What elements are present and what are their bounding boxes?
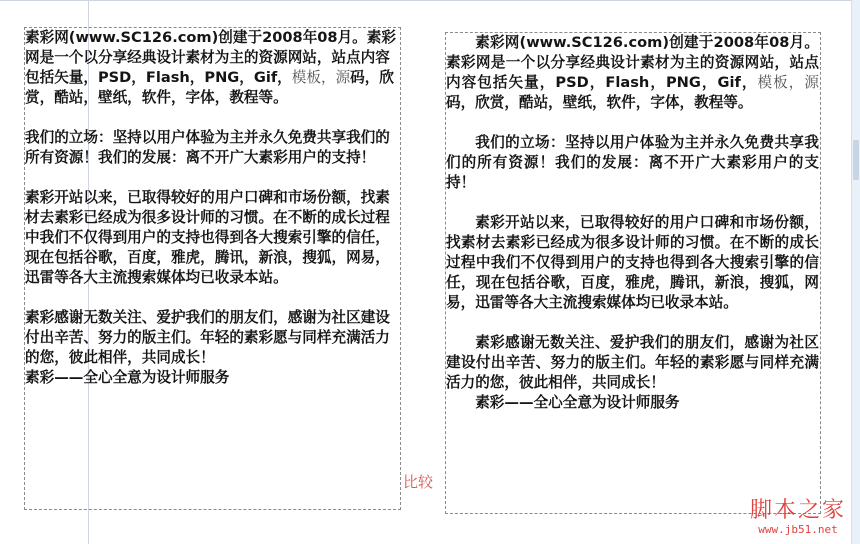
right-paragraph-gap xyxy=(446,313,819,333)
right-paragraph-3: 素彩开站以来，已取得较好的用户口碑和市场份额，找素材去素彩已经成为很多设计师的习惯。在不断的成长过程中我们不仅得到用户的支持也得到各大搜索引擎的信任，现在包括谷歌，百度，雅虎，腾讯，新浪，搜狐，网易，迅雷等各大主流搜索媒体均已收录本站。 xyxy=(446,214,819,311)
right-p1-text-b: 码，欣赏，酷站，壁纸，软件，字体，教程等。 xyxy=(446,94,753,111)
scrollbar-thumb[interactable] xyxy=(853,140,859,180)
right-p1-text-light: 模板，源 xyxy=(757,74,819,91)
canvas-guide-top xyxy=(0,0,860,1)
left-paragraph-5: 素彩——全心全意为设计师服务 xyxy=(25,369,230,386)
left-paragraph-1 xyxy=(25,28,398,108)
site-watermark xyxy=(750,498,846,536)
right-paragraph-1 xyxy=(446,33,819,113)
right-paragraph-2: 我们的立场：坚持以用户体验为主并永久免费共享我们的所有资源！我们的发展：离不开广大素彩用户的支持！ xyxy=(446,134,819,191)
vertical-scrollbar[interactable] xyxy=(851,0,860,544)
left-text-frame[interactable] xyxy=(24,27,401,510)
right-p1-text-a: 素彩网(www.SC126.com)创建于2008年08月。素彩网是一个以分享经典设计素材为主的资源网站，站点内容包括矢量，PSD，Flash，PNG，Gif， xyxy=(446,34,819,91)
compare-label: 比较 xyxy=(403,473,434,491)
left-paragraph-2: 我们的立场：坚持以用户体验为主并永久免费共享我们的所有资源！我们的发展：离不开广大素彩用户的支持！ xyxy=(25,129,390,166)
left-paragraph-4: 素彩感谢无数关注、爱护我们的朋友们，感谢为社区建设付出辛苦、努力的版主们。年轻的素彩愿与同样充满活力的您，彼此相伴，共同成长！ xyxy=(25,309,390,366)
right-paragraph-5: 素彩——全心全意为设计师服务 xyxy=(475,394,680,411)
right-text-frame[interactable] xyxy=(445,32,821,514)
left-paragraph-gap xyxy=(25,288,398,308)
left-paragraph-3: 素彩开站以来，已取得较好的用户口碑和市场份额，找素材去素彩已经成为很多设计师的习惯。在不断的成长过程中我们不仅得到用户的支持也得到各大搜索引擎的信任，现在包括谷歌，百度，雅虎，腾讯，新浪，搜狐，网易，迅雷等各大主流搜索媒体均已收录本站。 xyxy=(25,189,390,286)
left-p1-text-b: 码，欣赏，酷站，壁纸，软件，字体，教程等。 xyxy=(25,69,394,106)
right-paragraph-4: 素彩感谢无数关注、爱护我们的朋友们，感谢为社区建设付出辛苦、努力的版主们。年轻的素彩愿与同样充满活力的您，彼此相伴，共同成长！ xyxy=(446,334,819,391)
left-p1-text-a: 素彩网(www.SC126.com)创建于2008年08月。素彩网是一个以分享经典设计素材为主的资源网站，站点内容包括矢量，PSD，Flash，PNG，Gif， xyxy=(25,29,396,86)
watermark-url: www.jb51.net xyxy=(758,523,838,536)
right-paragraph-gap xyxy=(446,193,819,213)
left-paragraph-gap xyxy=(25,108,398,128)
left-p1-text-light: 模板，源 xyxy=(291,69,351,86)
left-paragraph-gap xyxy=(25,168,398,188)
right-paragraph-gap xyxy=(446,113,819,133)
watermark-title: 脚本之家 xyxy=(749,498,846,523)
